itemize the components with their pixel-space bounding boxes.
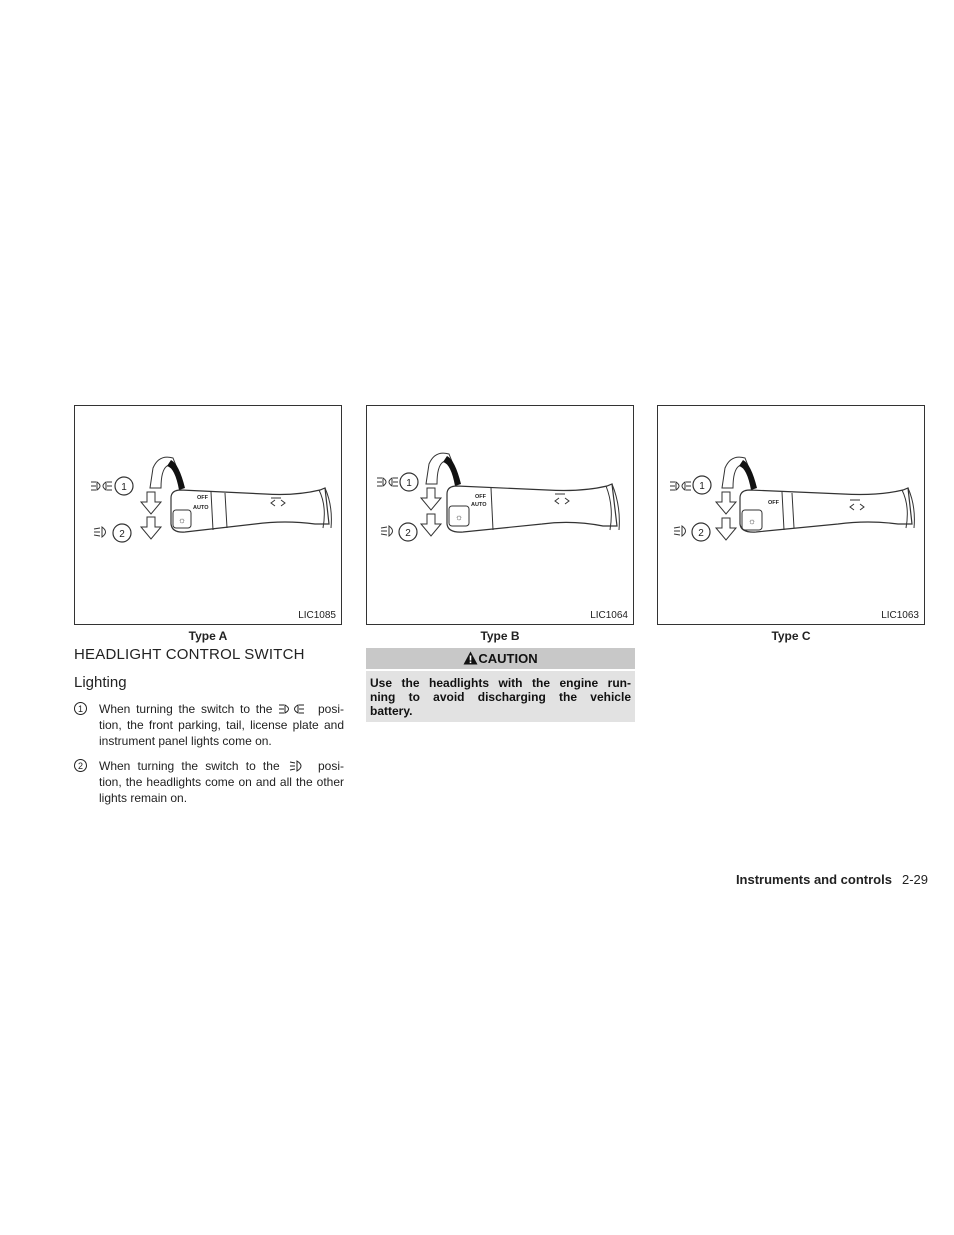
switch-label-off: OFF: [197, 495, 208, 501]
figure-type-a: [74, 405, 342, 625]
position-2-label: 2: [405, 528, 411, 539]
page-footer: [736, 872, 928, 887]
parking-lights-icon: [278, 703, 312, 715]
figure-caption-c: Type C: [771, 629, 811, 643]
down-arrow-2: [141, 517, 161, 539]
svg-text:☼: ☼: [747, 516, 757, 526]
caution-header: CAUTION: [366, 648, 635, 669]
warning-triangle-icon: [463, 651, 478, 665]
switch-label-off: OFF: [475, 494, 486, 500]
position-1-label: 1: [121, 482, 127, 493]
step-number: 1: [74, 702, 87, 715]
position-2-label: 2: [119, 529, 125, 540]
parking-lights-icon: [377, 478, 398, 486]
headlight-switch-illustration: [658, 406, 926, 626]
figure-caption-b: Type B: [480, 629, 520, 643]
parking-lights-icon: [91, 482, 112, 490]
figure-code: LIC1063: [881, 610, 919, 621]
switch-stalk: [447, 484, 617, 532]
switch-label-auto: AUTO: [193, 505, 209, 511]
figure-code: LIC1085: [298, 610, 336, 621]
figure-type-c: [657, 405, 925, 625]
switch-label-off: OFF: [768, 500, 779, 506]
parking-lights-icon: [670, 482, 691, 490]
caution-box: [366, 648, 635, 722]
down-arrow-2: [716, 518, 736, 540]
headlight-switch-illustration: [75, 406, 343, 626]
step-2: 2 When turning the switch to the posi- tion, the headlights come on and all the other lights remain on.: [74, 758, 344, 806]
step-number: 2: [74, 759, 87, 772]
headlight-icon: [674, 526, 686, 536]
down-arrow-1: [716, 492, 736, 514]
position-1-label: 1: [406, 478, 412, 489]
page-number: 2-29: [901, 872, 928, 887]
figure-caption-a: Type A: [188, 629, 228, 643]
down-arrow-1: [421, 488, 441, 510]
headlight-icon: [94, 527, 106, 537]
headlight-switch-illustration: [367, 406, 635, 626]
caution-text: Use the headlights with the engine run- ning to avoid discharging the vehicle battery.: [366, 671, 635, 722]
position-2-label: 2: [698, 528, 704, 539]
section-title: HEADLIGHT CONTROL SWITCH: [74, 646, 305, 663]
headlight-icon: [381, 526, 393, 536]
step-1: 1 When turning the switch to the posi- tion, the front parking, tail, license plate and instrument panel lights come on.: [74, 701, 344, 749]
down-arrow-1: [141, 492, 161, 514]
switch-stalk: [740, 488, 912, 532]
step-line: When turning the switch to the posi-: [99, 759, 345, 773]
footer-section-name: Instruments and controls: [735, 872, 892, 887]
svg-text:☼: ☼: [177, 515, 187, 525]
section-subtitle: Lighting: [74, 674, 127, 691]
position-1-label: 1: [699, 481, 705, 492]
headlight-icon: [287, 760, 311, 772]
figure-code: LIC1064: [590, 610, 628, 621]
switch-label-auto: AUTO: [471, 502, 487, 508]
figure-type-b: [366, 405, 634, 625]
svg-text:☼: ☼: [454, 512, 464, 522]
step-line: When turning the switch to the posi-: [99, 702, 344, 716]
down-arrow-2: [421, 514, 441, 536]
